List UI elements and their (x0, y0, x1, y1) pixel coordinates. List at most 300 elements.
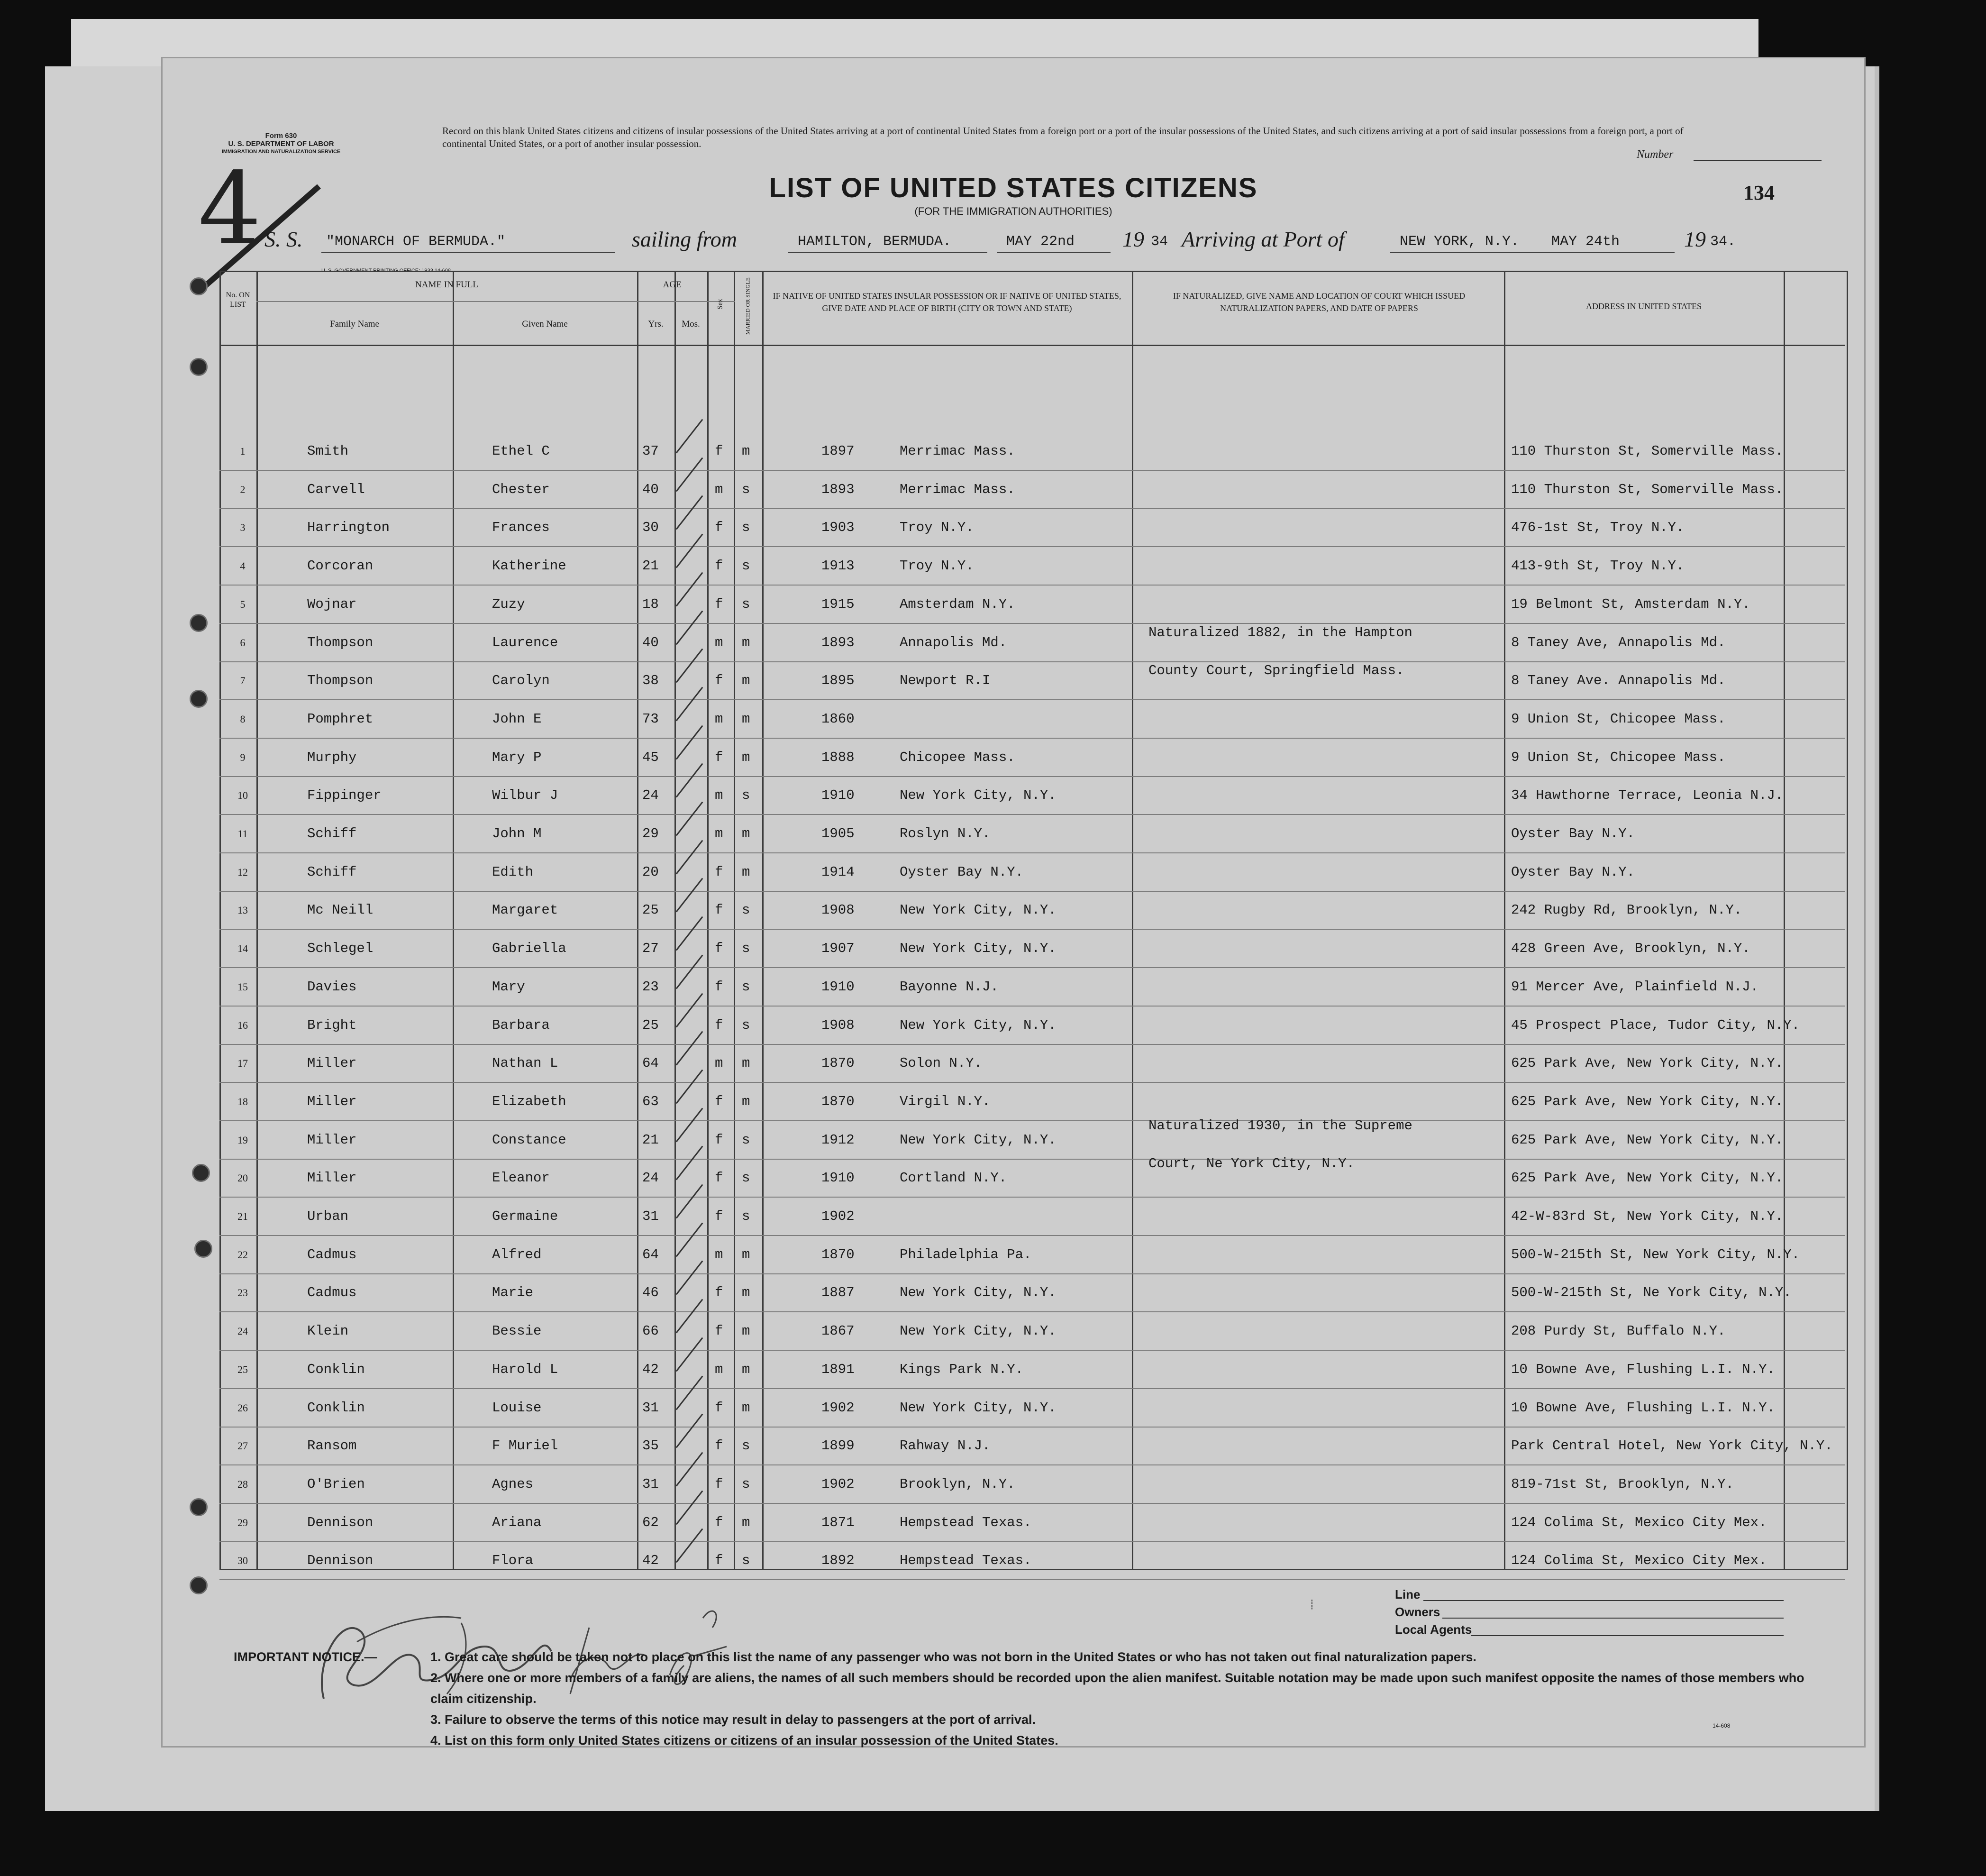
local-agents-field (1471, 1635, 1784, 1636)
birth-year: 1912 (821, 1132, 855, 1148)
header-given-name: Given Name (522, 319, 568, 329)
birth-year: 1902 (821, 1208, 855, 1224)
address: 9 Union St, Chicopee Mass. (1511, 711, 1726, 727)
family-name: Mc Neill (307, 902, 374, 918)
birth-year: 1888 (821, 749, 855, 765)
owners-label: Owners (1395, 1605, 1440, 1619)
given-name: F Muriel (492, 1438, 558, 1454)
naturalization-note-line: County Court, Springfield Mass. (1148, 663, 1404, 678)
binder-hole (190, 614, 208, 632)
marital-status: s (742, 481, 750, 497)
address: 42-W-83rd St, New York City, N.Y. (1511, 1208, 1784, 1224)
binder-hole (190, 277, 208, 295)
family-name: Conklin (307, 1400, 365, 1416)
table-row (163, 1083, 1864, 1121)
marital-status: s (742, 520, 750, 536)
table-row (163, 969, 1864, 1007)
sex: f (715, 1476, 723, 1492)
arrive-year: 34. (1710, 234, 1736, 250)
naturalization-note-line: Naturalized 1930, in the Supreme (1148, 1118, 1412, 1134)
ship-name: "MONARCH OF BERMUDA." (326, 234, 506, 250)
age-years: 24 (642, 1170, 659, 1186)
header-married-or-single: MARRIED OR SINGLE (744, 277, 751, 335)
marital-status: s (742, 1553, 750, 1569)
row-rule (219, 699, 1845, 700)
department-name: U. S. DEPARTMENT OF LABOR (228, 140, 334, 148)
sex: f (715, 979, 723, 995)
address: 625 Park Ave, New York City, N.Y. (1511, 1170, 1784, 1186)
table-row (163, 624, 1864, 662)
table-row (163, 1466, 1864, 1504)
row-number: 13 (237, 904, 248, 916)
sex: m (715, 787, 723, 804)
row-rule (219, 623, 1845, 624)
age-years: 46 (642, 1285, 659, 1301)
table-row (163, 433, 1864, 471)
row-rule (219, 929, 1845, 930)
birth-year: 1905 (821, 826, 855, 842)
row-number: 16 (237, 1019, 248, 1031)
address: 8 Taney Ave, Annapolis Md. (1511, 634, 1726, 650)
table-row (163, 548, 1864, 586)
sex: f (715, 1093, 723, 1109)
family-name: Schiff (307, 826, 357, 842)
address: 10 Bowne Ave, Flushing L.I. N.Y. (1511, 1361, 1775, 1377)
table-row (163, 1504, 1864, 1542)
family-name: Conklin (307, 1361, 365, 1377)
table-row (163, 1198, 1864, 1236)
given-name: Chester (492, 481, 550, 497)
sex: m (715, 1055, 723, 1071)
row-rule (219, 1350, 1845, 1351)
birth-place: Virgil N.Y. (900, 1093, 991, 1109)
birth-year: 1903 (821, 520, 855, 536)
binder-hole (190, 1498, 208, 1516)
table-row (163, 1122, 1864, 1160)
sex: f (715, 749, 723, 765)
age-years: 31 (642, 1400, 659, 1416)
naturalization-note-1 (1148, 614, 1412, 690)
age-years: 62 (642, 1514, 659, 1530)
address: Oyster Bay N.Y. (1511, 826, 1635, 842)
birth-place: Merrimac Mass. (900, 481, 1015, 497)
birth-place: Amsterdam N.Y. (900, 596, 1015, 612)
header-subdivider (256, 301, 735, 302)
age-years: 31 (642, 1208, 659, 1224)
age-years: 24 (642, 787, 659, 804)
age-years: 23 (642, 979, 659, 995)
family-name: Dennison (307, 1553, 374, 1569)
row-number: 10 (237, 789, 248, 802)
binder-hole (190, 358, 208, 376)
address: 500-W-215th St, Ne York City, N.Y. (1511, 1285, 1792, 1301)
birth-place: Hempstead Texas. (900, 1514, 1032, 1530)
sex: f (715, 1132, 723, 1148)
row-number: 4 (240, 560, 246, 572)
marital-status: s (742, 1208, 750, 1224)
address: 413-9th St, Troy N.Y. (1511, 558, 1685, 574)
marital-status: m (742, 864, 750, 880)
family-name: Cadmus (307, 1285, 357, 1301)
sex: f (715, 1553, 723, 1569)
header-name-in-full: NAME IN FULL (415, 280, 478, 290)
marital-status: s (742, 596, 750, 612)
given-name: Germaine (492, 1208, 558, 1224)
family-name: Ransom (307, 1438, 357, 1454)
table-row (163, 1428, 1864, 1465)
birth-year: 1867 (821, 1323, 855, 1339)
marital-status: m (742, 711, 750, 727)
row-rule (219, 1464, 1845, 1465)
row-number: 5 (240, 598, 246, 610)
birth-place: Chicopee Mass. (900, 749, 1015, 765)
given-name: Ariana (492, 1514, 542, 1530)
number-line (1694, 160, 1822, 161)
sex: m (715, 1246, 723, 1263)
marital-status: m (742, 634, 750, 650)
row-rule (219, 1503, 1845, 1504)
row-number: 12 (237, 866, 248, 878)
age-years: 40 (642, 481, 659, 497)
sex: f (715, 1323, 723, 1339)
age-years: 42 (642, 1361, 659, 1377)
birth-place: Oyster Bay N.Y. (900, 864, 1024, 880)
arriving-label: Arriving at Port of (1182, 227, 1345, 251)
age-years: 30 (642, 520, 659, 536)
row-number: 20 (237, 1172, 248, 1184)
address: Oyster Bay N.Y. (1511, 864, 1635, 880)
family-name: O'Brien (307, 1476, 365, 1492)
row-number: 28 (237, 1478, 248, 1490)
birth-place: Annapolis Md. (900, 634, 1007, 650)
row-number: 27 (237, 1440, 248, 1452)
address: 208 Purdy St, Buffalo N.Y. (1511, 1323, 1726, 1339)
given-name: Frances (492, 520, 550, 536)
birth-year: 1910 (821, 787, 855, 804)
family-name: Miller (307, 1093, 357, 1109)
birth-year: 1910 (821, 979, 855, 995)
given-name: Alfred (492, 1246, 542, 1263)
age-years: 35 (642, 1438, 659, 1454)
address: 625 Park Ave, New York City, N.Y. (1511, 1093, 1784, 1109)
naturalization-note-line: Naturalized 1882, in the Hampton (1148, 625, 1412, 641)
sex: f (715, 1017, 723, 1033)
row-number: 21 (237, 1210, 248, 1222)
given-name: Carolyn (492, 673, 550, 689)
birth-place: Brooklyn, N.Y. (900, 1476, 1015, 1492)
marital-status: s (742, 1132, 750, 1148)
address: 625 Park Ave, New York City, N.Y. (1511, 1055, 1784, 1071)
table-row (163, 1542, 1864, 1580)
table-row (163, 739, 1864, 777)
sex: f (715, 902, 723, 918)
notice-item: 1. Great care should be taken not to place on this list the name of any passenger who was not born in the United States or who has not taken out final naturalization papers. (430, 1650, 1476, 1664)
year-prefix: 19 (1122, 227, 1144, 251)
family-name: Miller (307, 1055, 357, 1071)
address: 428 Green Ave, Brooklyn, N.Y. (1511, 941, 1750, 957)
line-label: Line (1395, 1587, 1421, 1601)
marital-status: s (742, 1017, 750, 1033)
family-name: Miller (307, 1132, 357, 1148)
binder-hole (194, 1240, 212, 1258)
marital-status: s (742, 902, 750, 918)
birth-year: 1902 (821, 1476, 855, 1492)
family-name: Wojnar (307, 596, 357, 612)
sex: f (715, 941, 723, 957)
row-number: 17 (237, 1057, 248, 1070)
given-name: Bessie (492, 1323, 542, 1339)
row-rule (219, 1006, 1845, 1007)
birth-year: 1870 (821, 1093, 855, 1109)
row-rule (219, 967, 1845, 968)
row-rule (219, 891, 1845, 892)
given-name: Nathan L (492, 1055, 558, 1071)
birth-year: 1891 (821, 1361, 855, 1377)
family-name: Pomphret (307, 711, 374, 727)
page-subtitle: (FOR THE IMMIGRATION AUTHORITIES) (914, 205, 1112, 217)
birth-year: 1860 (821, 711, 855, 727)
from-port: HAMILTON, BERMUDA. (798, 234, 952, 250)
given-name: Mary (492, 979, 525, 995)
birth-place: Philadelphia Pa. (900, 1246, 1032, 1263)
given-name: Edith (492, 864, 534, 880)
row-rule (219, 1273, 1845, 1274)
arrive-year-prefix: 19 (1684, 227, 1706, 251)
form-number: Form 630 (265, 132, 297, 140)
given-name: Constance (492, 1132, 566, 1148)
birth-place: New York City, N.Y. (900, 941, 1057, 957)
birth-year: 1893 (821, 634, 855, 650)
header-naturalized: IF NATURALIZED, GIVE NAME AND LOCATION OF COURT WHICH ISSUED NATURALIZATION PAPERS, AND DATE OF PAPERS (1173, 291, 1466, 313)
sailing-label: sailing from (632, 227, 737, 251)
sex: f (715, 1514, 723, 1530)
notice-lead: IMPORTANT NOTICE.— (234, 1650, 377, 1664)
row-number: 22 (237, 1248, 248, 1261)
row-rule (219, 776, 1845, 777)
given-name: Katherine (492, 558, 566, 574)
age-years: 40 (642, 634, 659, 650)
row-rule (219, 1044, 1845, 1045)
row-number: 25 (237, 1363, 248, 1375)
given-name: Harold L (492, 1361, 558, 1377)
birth-year: 1897 (821, 443, 855, 459)
naturalization-note-2 (1148, 1107, 1412, 1183)
address: 34 Hawthorne Terrace, Leonia N.J. (1511, 787, 1784, 804)
address: 500-W-215th St, New York City, N.Y. (1511, 1246, 1800, 1263)
birth-place: New York City, N.Y. (900, 1400, 1057, 1416)
birth-place: New York City, N.Y. (900, 1285, 1057, 1301)
table-row (163, 471, 1864, 509)
address: 10 Bowne Ave, Flushing L.I. N.Y. (1511, 1400, 1775, 1416)
family-name: Davies (307, 979, 357, 995)
sex: m (715, 826, 723, 842)
given-name: Wilbur J (492, 787, 558, 804)
row-rule (219, 1311, 1845, 1312)
birth-year: 1887 (821, 1285, 855, 1301)
row-rule (219, 508, 1845, 509)
row-number: 18 (237, 1095, 248, 1107)
page-title: LIST OF UNITED STATES CITIZENS (769, 173, 1258, 203)
address: 19 Belmont St, Amsterdam N.Y. (1511, 596, 1750, 612)
owners-field (1442, 1618, 1784, 1619)
sex: f (715, 596, 723, 612)
age-years: 38 (642, 673, 659, 689)
row-rule (219, 661, 1845, 662)
row-rule (219, 546, 1845, 547)
table-row (163, 662, 1864, 700)
given-name: Marie (492, 1285, 534, 1301)
table-row (163, 930, 1864, 968)
birth-year: 1913 (821, 558, 855, 574)
row-rule (219, 852, 1845, 853)
address: 45 Prospect Place, Tudor City, N.Y. (1511, 1017, 1800, 1033)
given-name: Louise (492, 1400, 542, 1416)
row-number: 1 (240, 445, 246, 457)
given-name: Margaret (492, 902, 558, 918)
header-sex: Sex (716, 299, 724, 310)
sex: f (715, 864, 723, 880)
address: 110 Thurston St, Somerville Mass. (1511, 481, 1784, 497)
table-row (163, 892, 1864, 930)
given-name: Gabriella (492, 941, 566, 957)
birth-year: 1915 (821, 596, 855, 612)
age-years: 18 (642, 596, 659, 612)
faint-mark: ⁞ (1310, 1597, 1314, 1613)
marital-status: m (742, 1055, 750, 1071)
page-number: 134 (1743, 181, 1775, 204)
marital-status: m (742, 443, 750, 459)
age-years: 25 (642, 902, 659, 918)
header-no-on-list: No. ON LIST (226, 291, 250, 309)
family-name: Carvell (307, 481, 365, 497)
marital-status: m (742, 1323, 750, 1339)
age-years: 27 (642, 941, 659, 957)
header-family-name: Family Name (330, 319, 379, 329)
header-years: Yrs. (648, 319, 664, 329)
depart-year: 34 (1151, 234, 1168, 250)
marital-status: m (742, 1285, 750, 1301)
family-name: Thompson (307, 634, 374, 650)
table-row (163, 1313, 1864, 1351)
family-name: Schlegel (307, 941, 374, 957)
given-name: Mary P (492, 749, 542, 765)
family-name: Dennison (307, 1514, 374, 1530)
line-field (1423, 1600, 1784, 1601)
birth-place: Cortland N.Y. (900, 1170, 1007, 1186)
birth-place: Newport R.I (900, 673, 991, 689)
family-name: Schiff (307, 864, 357, 880)
age-years: 45 (642, 749, 659, 765)
row-number: 29 (237, 1516, 248, 1528)
table-row (163, 1274, 1864, 1312)
sex: f (715, 673, 723, 689)
list-mark: 4 (198, 151, 262, 267)
row-number: 23 (237, 1287, 248, 1299)
marital-status: m (742, 673, 750, 689)
family-name: Smith (307, 443, 349, 459)
given-name: John E (492, 711, 542, 727)
address: 8 Taney Ave. Annapolis Md. (1511, 673, 1726, 689)
marital-status: m (742, 1246, 750, 1263)
notice-item: 2. Where one or more members of a family are aliens, the names of all such members should be recorded upon the alien manifest. Suitable notation may be made upon such manifest opposite the names of those members who claim citizenship. (430, 1671, 1804, 1706)
birth-year: 1895 (821, 673, 855, 689)
header-bottom-line (219, 345, 1845, 346)
given-name: Ethel C (492, 443, 550, 459)
row-rule (219, 1082, 1845, 1083)
family-name: Harrington (307, 520, 390, 536)
row-rule (219, 585, 1845, 586)
marital-status: m (742, 826, 750, 842)
family-name: Miller (307, 1170, 357, 1186)
ship-underline (321, 252, 615, 253)
row-number: 8 (240, 713, 246, 725)
row-number: 14 (237, 943, 248, 955)
marital-status: s (742, 1476, 750, 1492)
sex: m (715, 711, 723, 727)
birth-place: Solon N.Y. (900, 1055, 983, 1071)
birth-place: Troy N.Y. (900, 558, 974, 574)
age-years: 37 (642, 443, 659, 459)
table-row (163, 701, 1864, 739)
row-rule (219, 1159, 1845, 1160)
row-number: 6 (240, 636, 246, 649)
birth-year: 1902 (821, 1400, 855, 1416)
age-years: 21 (642, 558, 659, 574)
family-name: Klein (307, 1323, 349, 1339)
table-row (163, 1045, 1864, 1083)
given-name: Zuzy (492, 596, 525, 612)
birth-place: New York City, N.Y. (900, 787, 1057, 804)
birth-place: New York City, N.Y. (900, 1132, 1057, 1148)
table-row (163, 815, 1864, 853)
given-name: Laurence (492, 634, 558, 650)
marital-status: s (742, 1438, 750, 1454)
marital-status: m (742, 1361, 750, 1377)
marital-status: s (742, 941, 750, 957)
row-number: 2 (240, 483, 246, 495)
marital-status: m (742, 749, 750, 765)
sex: f (715, 558, 723, 574)
row-number: 15 (237, 980, 248, 993)
birth-place: Merrimac Mass. (900, 443, 1015, 459)
age-years: 66 (642, 1323, 659, 1339)
sex: f (715, 520, 723, 536)
address: 476-1st St, Troy N.Y. (1511, 520, 1685, 536)
manifest-page (161, 57, 1866, 1748)
family-name: Bright (307, 1017, 357, 1033)
marital-status: s (742, 1170, 750, 1186)
age-years: 63 (642, 1093, 659, 1109)
sex: m (715, 634, 723, 650)
number-label: Number (1637, 148, 1674, 161)
row-rule (219, 1235, 1845, 1236)
age-years: 42 (642, 1553, 659, 1569)
given-name: Elizabeth (492, 1093, 566, 1109)
printing-office-note: U. S. GOVERNMENT PRINTING OFFICE: 1933 14-608 (321, 268, 451, 274)
birth-year: 1870 (821, 1246, 855, 1263)
sex: f (715, 1285, 723, 1301)
to-port: NEW YORK, N.Y. (1400, 234, 1520, 250)
row-rule (219, 738, 1845, 739)
table-row (163, 1160, 1864, 1198)
address: 124 Colima St, Mexico City Mex. (1511, 1553, 1767, 1569)
row-number: 26 (237, 1401, 248, 1414)
row-rule (219, 1541, 1845, 1542)
sex: f (715, 1170, 723, 1186)
arrive-date: MAY 24th (1551, 234, 1620, 250)
header-birth: IF NATIVE OF UNITED STATES INSULAR POSSESSION OR IF NATIVE OF UNITED STATES, GIVE DATE AND PLACE OF BIRTH (CITY OR TOWN AND STATE) (773, 291, 1121, 313)
notice-item: 3. Failure to observe the terms of this notice may result in delay to passengers at the port of arrival. (430, 1712, 1036, 1727)
